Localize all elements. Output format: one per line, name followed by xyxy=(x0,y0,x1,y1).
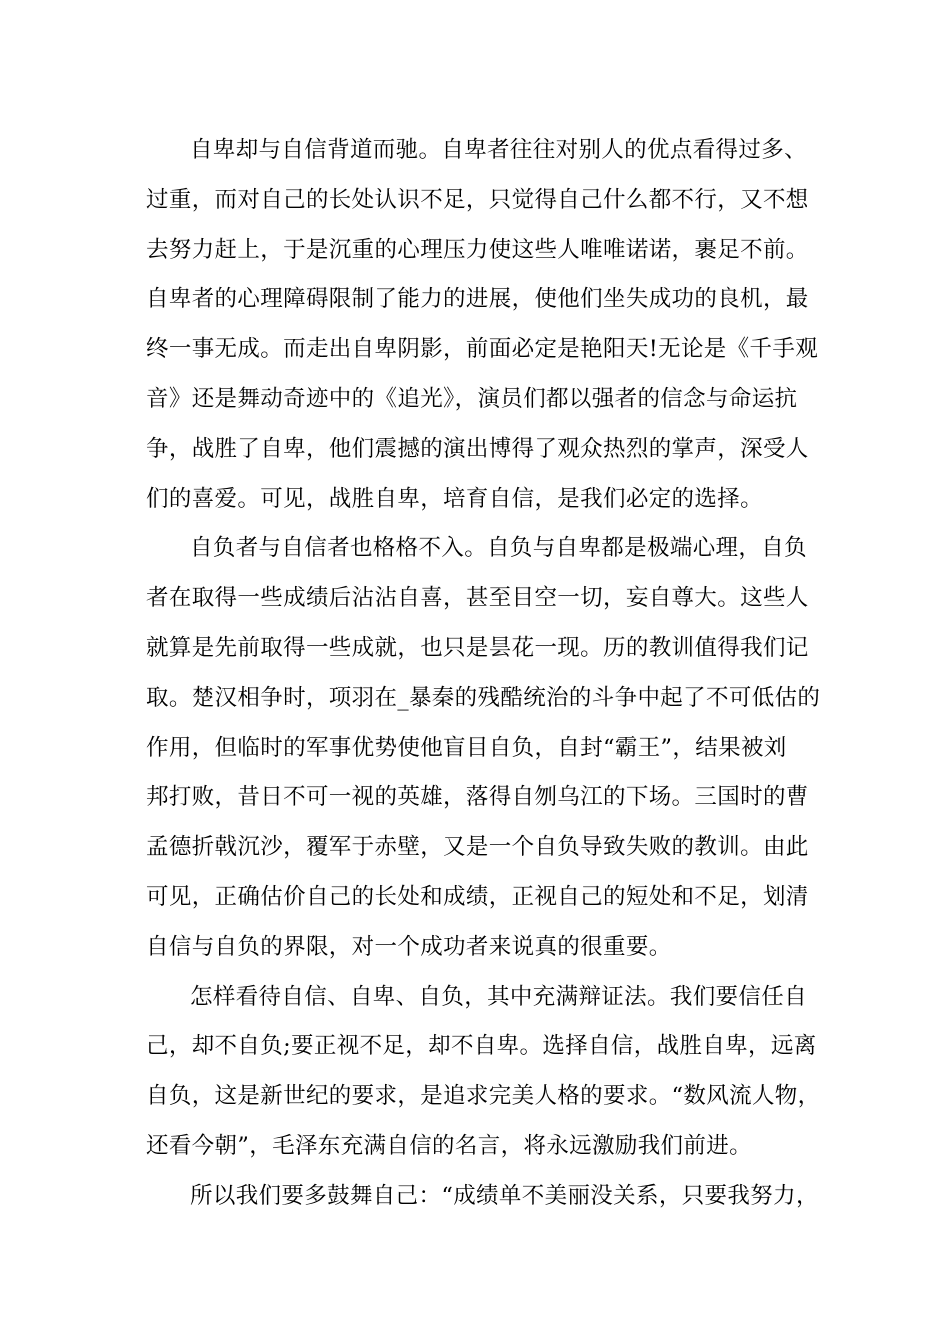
text-line: 还看今朝”，毛泽东充满自信的名言，将永远激励我们前进。 xyxy=(146,1132,752,1159)
text-line: 所以我们要多鼓舞自己：“成绩单不美丽没关系，只要我努力， xyxy=(190,1182,819,1209)
text-line: 孟德折戟沉沙，覆军于赤壁，又是一个自负导致失败的教训。由此 xyxy=(146,834,809,861)
text-line: 自负，这是新世纪的要求，是追求完美人格的要求。“数风流人物， xyxy=(146,1083,821,1110)
text-line: 争，战胜了自卑，他们震撼的演出博得了观众热烈的掌声，深受人 xyxy=(146,435,809,462)
text-line: 者在取得一些成绩后沾沾自喜，甚至目空一切，妄自尊大。这些人 xyxy=(146,585,809,612)
text-line: 自信与自负的界限，对一个成功者来说真的很重要。 xyxy=(146,933,672,960)
text-line: 自负者与自信者也格格不入。自负与自卑都是极端心理，自负 xyxy=(190,535,807,562)
text-line: 取。楚汉相争时，项羽在_暴秦的残酷统治的斗争中起了不可低估的 xyxy=(146,684,821,711)
text-line: 去努力赶上，于是沉重的心理压力使这些人唯唯诺诺，裹足不前。 xyxy=(146,236,809,263)
text-line: 终一事无成。而走出自卑阴影，前面必定是艳阳天!无论是《千手观 xyxy=(146,336,819,363)
text-line: 自卑者的心理障碍限制了能力的进展，使他们坐失成功的良机，最 xyxy=(146,286,809,313)
text-line: 过重，而对自己的长处认识不足，只觉得自己什么都不行，又不想 xyxy=(146,186,809,213)
paragraph-3 xyxy=(146,973,821,1172)
paragraph-2 xyxy=(146,524,821,972)
text-line: 邦打败，昔日不可一视的英雄，落得自刎乌江的下场。三国时的曹 xyxy=(146,784,809,811)
text-line: 怎样看待自信、自卑、自负，其中充满辩证法。我们要信任自 xyxy=(190,983,807,1010)
text-line: 就算是先前取得一些成就，也只是昙花一现。历的教训值得我们记 xyxy=(146,634,809,661)
document-body xyxy=(146,126,821,1222)
text-line: 音》还是舞动奇迹中的《追光》，演员们都以强者的信念与命运抗 xyxy=(146,385,798,412)
text-line: 己，却不自负;要正视不足，却不自卑。选择自信，战胜自卑，远离 xyxy=(146,1033,817,1060)
text-line: 自卑却与自信背道而驰。自卑者往往对别人的优点看得过多、 xyxy=(190,137,807,163)
text-line: 可见，正确估价自己的长处和成绩，正视自己的短处和不足，划清 xyxy=(146,883,809,910)
paragraph-1 xyxy=(146,126,818,524)
paragraph-4 xyxy=(146,1172,818,1222)
text-line: 们的喜爱。可见，战胜自卑，培育自信，是我们必定的选择。 xyxy=(146,485,763,512)
text-line: 作用，但临时的军事优势使他盲目自负，自封“霸王”，结果被刘 xyxy=(146,734,787,761)
